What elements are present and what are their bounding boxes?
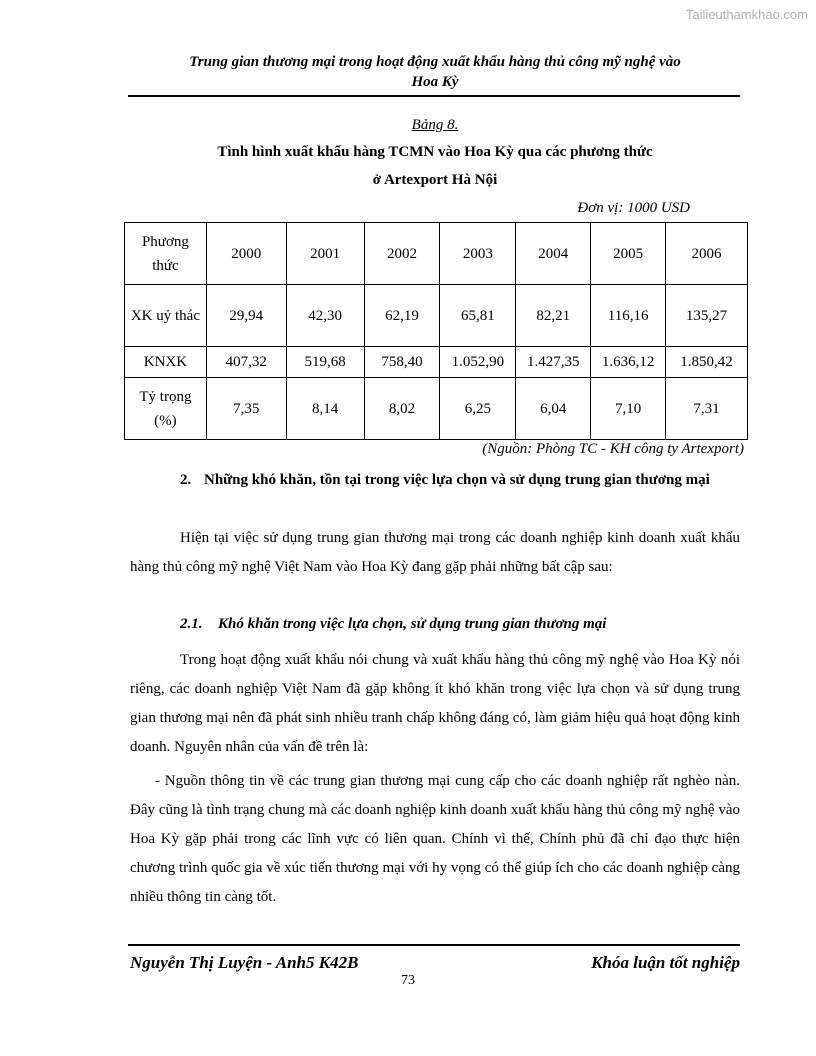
table-cell: Tỷ trọng (%) <box>125 378 207 440</box>
table-row <box>125 347 748 378</box>
page-number: 73 <box>401 973 415 988</box>
table-cell: 62,19 <box>364 285 440 347</box>
table-cell: 29,94 <box>206 285 286 347</box>
body-paragraph: Trong hoạt động xuất khẩu nói chung và xuất khẩu hàng thủ công mỹ nghệ vào Hoa Kỳ nói riêng, các doanh nghiệp Việt Nam đã gặp không ít khó khăn trong việc lựa chọn và sử dụng trung gian thương mại nên đã phát sinh nhiều tranh chấp không đáng có, làm giảm hiệu quả hoạt động kinh doanh. Nguyên nhân của vấn đề trên là: <box>130 652 740 755</box>
subsection-title: Khó khăn trong việc lựa chọn, sử dụng trung gian thương mại <box>218 616 607 632</box>
table-header-cell: 2003 <box>440 223 516 285</box>
table-header-row <box>125 223 748 285</box>
footer-author: Nguyễn Thị Luyện - Anh5 K42B <box>130 953 359 972</box>
table-cell: 8,14 <box>286 378 364 440</box>
table-header-cell: 2000 <box>206 223 286 285</box>
table-unit: Đơn vị: 1000 USD <box>577 200 690 216</box>
table-cell: 135,27 <box>666 285 748 347</box>
table-header-cell: 2005 <box>591 223 666 285</box>
section-intro-paragraph: Hiện tại việc sử dụng trung gian thương mại trong các doanh nghiệp kinh doanh xuất khẩu hàng thủ công mỹ nghệ Việt Nam vào Hoa Kỳ đang gặp phải những bất cập sau: <box>130 530 740 575</box>
running-header <box>130 52 740 92</box>
section-heading <box>180 466 740 494</box>
table-row <box>125 285 748 347</box>
table-cell: 65,81 <box>440 285 516 347</box>
footer-doc-type: Khóa luận tốt nghiệp <box>591 953 740 972</box>
table-cell: 7,31 <box>666 378 748 440</box>
table-cell: XK uỷ thác <box>125 285 207 347</box>
subsection-number: 2.1. <box>180 616 203 632</box>
table-cell: 7,35 <box>206 378 286 440</box>
table-cell: 6,25 <box>440 378 516 440</box>
body-paragraph: - Nguồn thông tin về các trung gian thương mại cung cấp cho các doanh nghiệp rất nghèo nàn. Đây cũng là tình trạng chung mà các doanh nghiệp kinh doanh xuất khẩu hàng thủ công mỹ nghệ vào Hoa Kỳ gặp phải trong các lĩnh vực có liên quan. Chính vì thế, Chính phủ đã chỉ đạo thực hiện chương trình quốc gia về xúc tiến thương mại với hy vọng có thể giúp ích cho các doanh nghiệp càng nhiều thông tin càng tốt. <box>130 773 740 905</box>
table-title-line1: Tình hình xuất khẩu hàng TCMN vào Hoa Kỳ qua các phương thức <box>217 144 653 160</box>
section-number: 2. <box>180 472 192 488</box>
subsection-heading <box>180 616 740 633</box>
header-rule <box>128 95 740 97</box>
table-header-cell: 2006 <box>666 223 748 285</box>
table-cell: 6,04 <box>516 378 591 440</box>
table-cell: 1.850,42 <box>666 347 748 378</box>
table-cell: KNXK <box>125 347 207 378</box>
table-header-cell: Phương thức <box>125 223 207 285</box>
table-title-line2: ở Artexport Hà Nội <box>372 172 498 188</box>
section-title: Những khó khăn, tồn tại trong việc lựa chọn và sử dụng trung gian thương mại <box>204 472 710 488</box>
table-cell: 8,02 <box>364 378 440 440</box>
table-source: (Nguồn: Phòng TC - KH công ty Artexport) <box>482 441 744 457</box>
table-cell: 7,10 <box>591 378 666 440</box>
table-cell: 758,40 <box>364 347 440 378</box>
table-cell: 82,21 <box>516 285 591 347</box>
footer-rule <box>128 944 740 946</box>
table-cell: 519,68 <box>286 347 364 378</box>
watermark: Tailieuthamkhao.com <box>685 7 808 22</box>
table-label: Bảng 8. <box>411 117 459 133</box>
table-cell: 116,16 <box>591 285 666 347</box>
table-cell: 1.052,90 <box>440 347 516 378</box>
table-cell: 42,30 <box>286 285 364 347</box>
export-table <box>124 222 748 440</box>
table-header-cell: 2004 <box>516 223 591 285</box>
running-header-line2: Hoa Kỳ <box>411 74 459 90</box>
table-cell: 1.636,12 <box>591 347 666 378</box>
table-header-cell: 2002 <box>364 223 440 285</box>
table-cell: 1.427,35 <box>516 347 591 378</box>
table-row <box>125 378 748 440</box>
table-cell: 407,32 <box>206 347 286 378</box>
table-header-cell: 2001 <box>286 223 364 285</box>
running-header-line1: Trung gian thương mại trong hoạt động xuất khẩu hàng thủ công mỹ nghệ vào <box>189 54 681 70</box>
